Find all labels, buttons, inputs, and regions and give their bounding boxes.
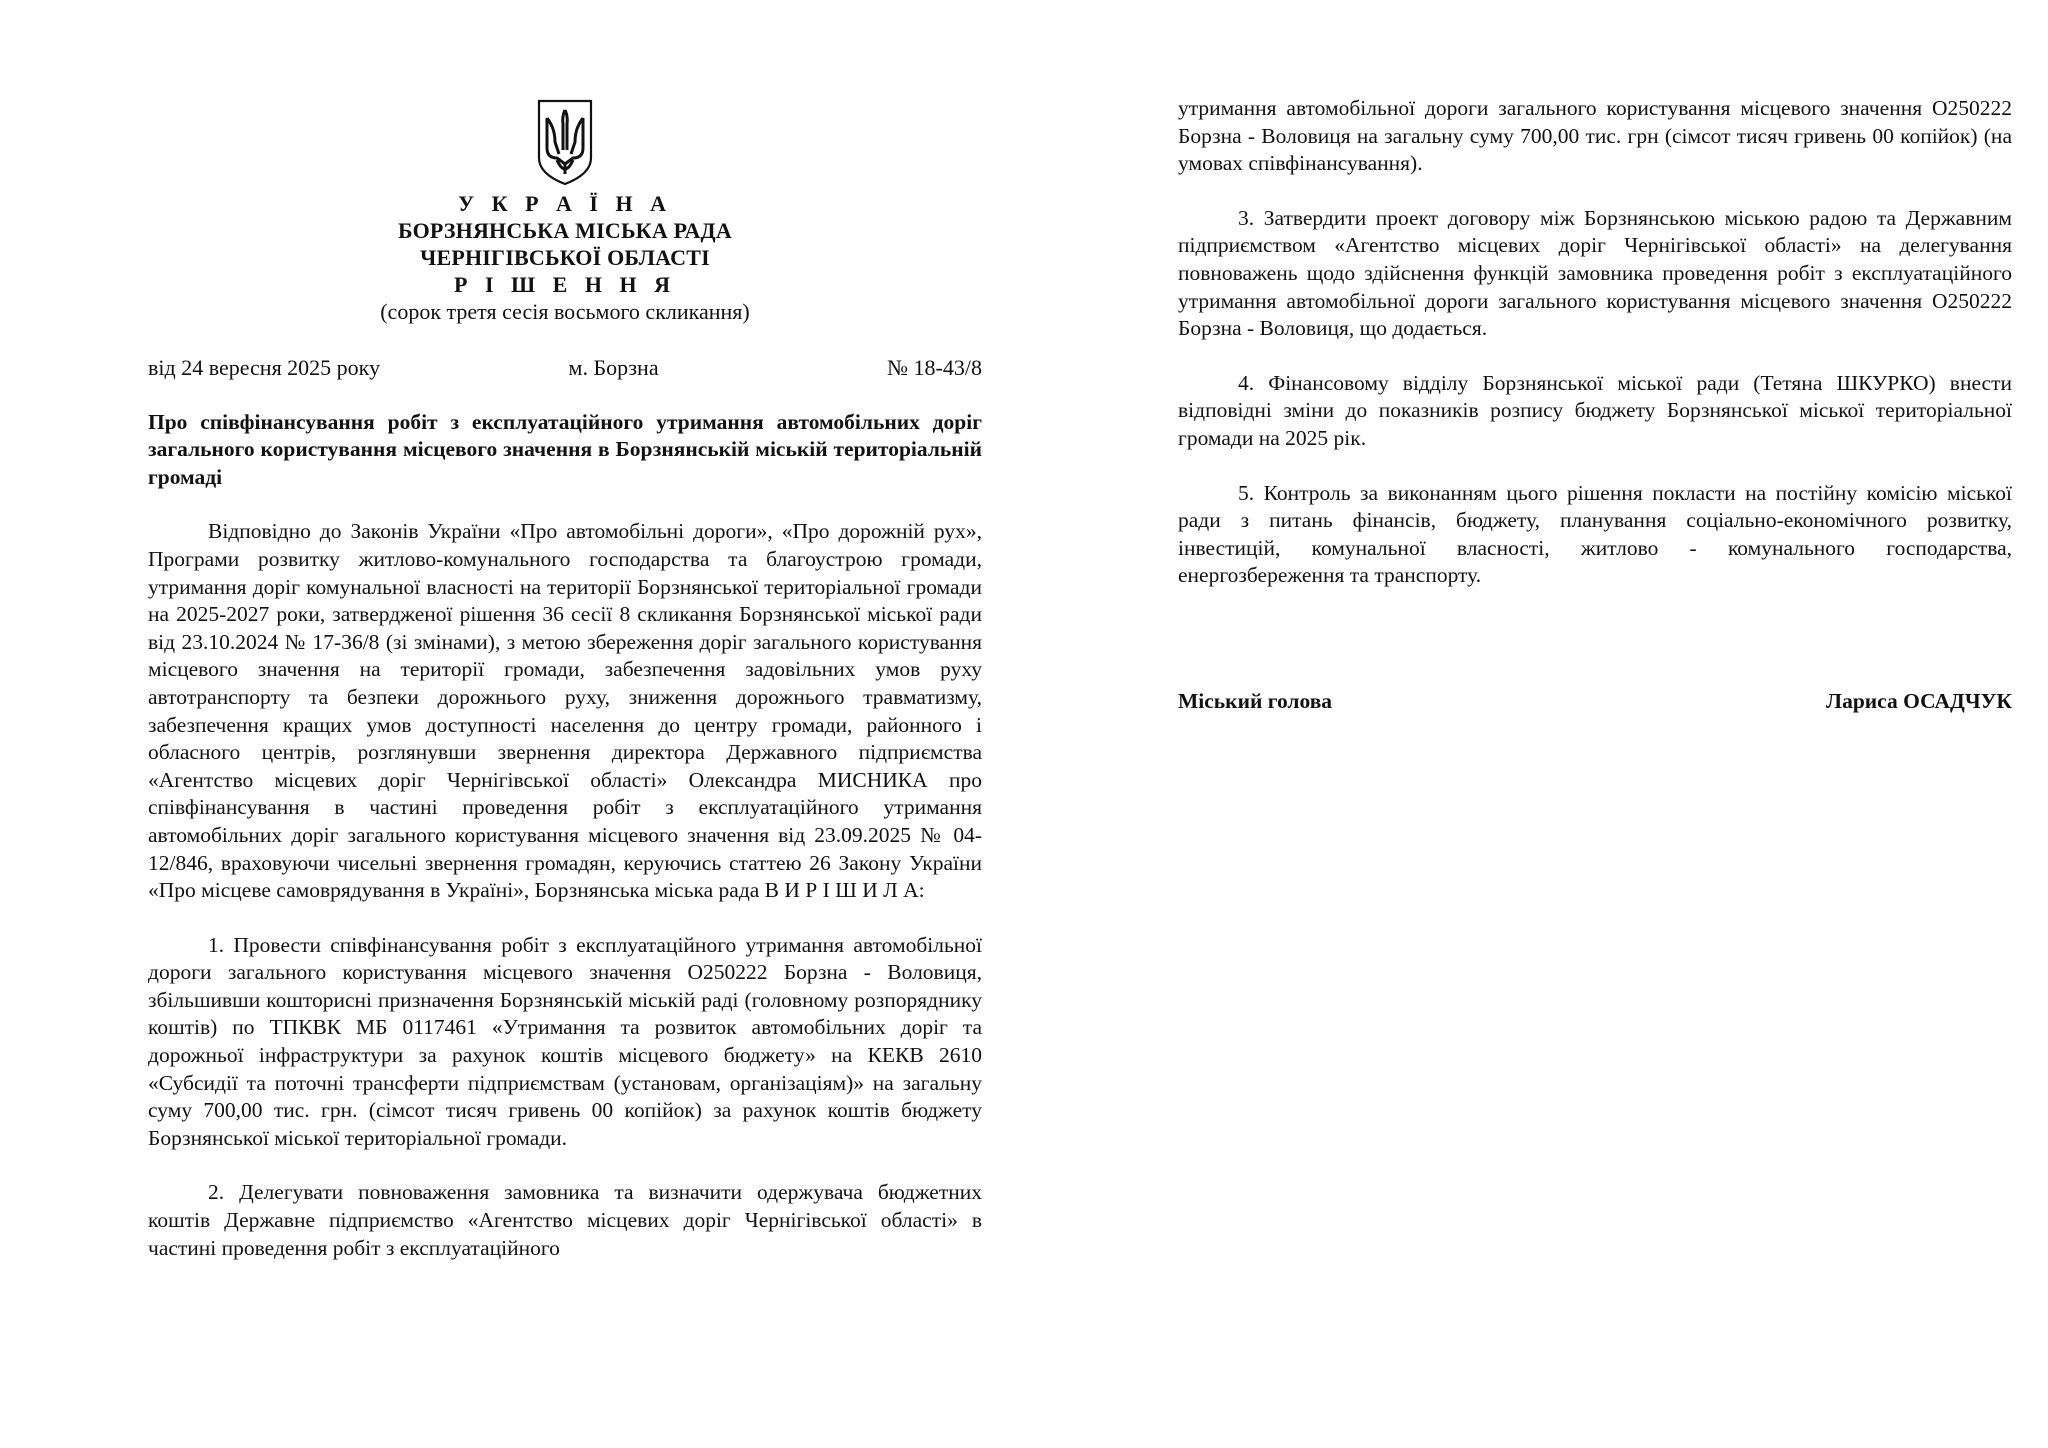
signature-block: [1178, 688, 2012, 716]
page-right: [1178, 95, 2012, 716]
document-title: Про співфінансування робіт з експлуатаційного утримання автомобільних доріг загального користування місцевого значення в Борзнянській міській територіальній громаді: [148, 409, 982, 489]
region-heading: ЧЕРНІГІВСЬКОЇ ОБЛАСТІ: [420, 245, 710, 270]
document-meta-row: [148, 354, 982, 382]
signatory-name: Лариса ОСАДЧУК: [1826, 688, 2012, 713]
country-heading: У К Р А Ї Н А: [458, 191, 672, 216]
decision-item-3: 3. Затвердити проект договору між Борзнянською міською радою та Державним підприємством «Агентство місцевих доріг Чернігівської області» на делегування повноважень щодо здійснення функцій замовника проведення робіт з експлуатаційного утримання автомобільної дороги загального користування місцевого значення О250222 Борзна - Воловиця, що додається.: [1178, 205, 2012, 341]
signatory-position: Міський голова: [1178, 688, 1333, 713]
decision-item-4: 4. Фінансовому відділу Борзнянської міської ради (Тетяна ШКУРКО) внести відповідні зміни до показників розпису бюджету Борзнянської міської територіальної громади на 2025 рік.: [1178, 370, 2012, 450]
page-left: [148, 98, 982, 1262]
document-header: [148, 98, 982, 326]
doc-type-heading: Р І Ш Е Н Н Я: [454, 272, 676, 297]
document-place: м. Борзна: [568, 355, 659, 380]
decision-item-1: 1. Провести співфінансування робіт з експлуатаційного утримання автомобільної дороги загального користування місцевого значення О250222 Борзна - Воловиця, збільшивши кошторисні призначення Борзнянській міській раді (головному розпоряднику коштів) по ТПКВК МБ 0117461 «Утримання та розвиток автомобільних доріг та дорожньої інфраструктури за рахунок коштів місцевого бюджету» на КЕКВ 2610 «Субсидії та поточні трансферти підприємствам (установам, організаціям)» на загальну суму 700,00 тис. грн. (сімсот тисяч гривень 00 копійок) за рахунок коштів бюджету Борзнянської міської територіальної громади.: [148, 932, 982, 1150]
document-number: № 18-43/8: [887, 355, 982, 380]
document-date: від 24 вересня 2025 року: [148, 355, 381, 380]
session-subtitle: (сорок третя сесія восьмого скликання): [380, 299, 750, 324]
decision-item-2: 2. Делегувати повноваження замовника та визначити одержувача бюджетних коштів Державне підприємство «Агентство місцевих доріг Чернігівської області» в частині проведення робіт з експлуатаційного: [148, 1180, 982, 1260]
council-heading: БОРЗНЯНСЬКА МІСЬКА РАДА: [398, 218, 732, 243]
decision-item-5: 5. Контроль за виконанням цього рішення покласти на постійну комісію міської ради з питань фінансів, бюджету, планування соціально-економічного розвитку, інвестицій, комунальної власності, житлово - комунального господарства, енергозбереження та транспорту.: [1178, 480, 2012, 588]
coat-of-arms-trident-icon: [535, 98, 595, 186]
decision-item-2-continued: утримання автомобільної дороги загального користування місцевого значення О250222 Борзна - Воловиця на загальну суму 700,00 тис. грн (сімсот тисяч гривень 00 копійок) (на умовах співфінансування).: [1178, 96, 2012, 176]
preamble-paragraph: Відповідно до Законів України «Про автомобільні дороги», «Про дорожній рух», Програми розвитку житлово-комунального господарства та благоустрою громади, утримання доріг комунальної власності на території Борзнянської територіальної громади на 2025-2027 роки, затвердженої рішення 36 сесії 8 скликання Борзнянської міської ради від 23.10.2024 № 17-36/8 (зі змінами), з метою збереження доріг загального користування місцевого значення на території громади, забезпечення задовільних умов руху автотранспорту та безпеки дорожнього руху, зниження дорожнього травматизму, забезпечення кращих умов доступності населення до центру громади, районного і обласного центрів, розглянувши звернення директора Державного підприємства «Агентство місцевих доріг Чернігівської області» Олександра МИСНИКА про співфінансування в частині проведення робіт з експлуатаційного утримання автомобільних доріг загального користування місцевого значення від 23.09.2025 № 04-12/846, враховуючи чисельні звернення громадян, керуючись статтею 26 Закону України «Про місцеве самоврядування в Україні», Борзнянська міська рада В И Р І Ш И Л А:: [148, 519, 982, 903]
